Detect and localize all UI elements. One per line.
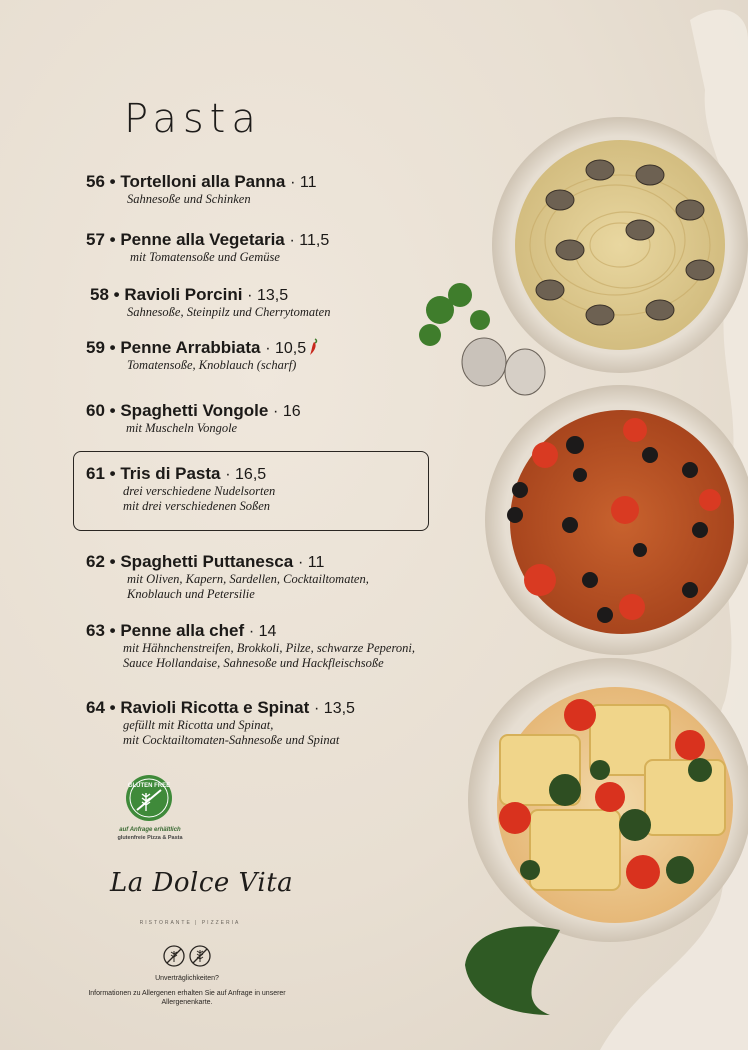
item-number: 59 (86, 338, 105, 357)
item-name: Spaghetti Vongole (120, 401, 269, 420)
item-number: 62 (86, 552, 105, 571)
item-price: 13,5 (256, 287, 289, 304)
brand-logo: La Dolce Vita (110, 868, 294, 898)
item-description: mit Oliven, Kapern, Sardellen, Cocktailtomaten, (127, 572, 369, 586)
item-description: Sahnesoße und Schinken (127, 192, 251, 206)
item-description: Sauce Hollandaise, Sahnesoße und Hackfleischsoße (123, 656, 384, 670)
item-name: Tris di Pasta (120, 464, 221, 483)
gluten-free-badge-icon (124, 773, 174, 823)
allergen-title: Unverträglichkeiten? (155, 975, 219, 982)
gluten-free-badge-text: GLUTEN FREE (127, 783, 171, 789)
item-description: gefüllt mit Ricotta und Spinat, (123, 718, 274, 732)
item-name: Penne alla Vegetaria (120, 230, 285, 249)
gluten-free-note (108, 826, 192, 842)
page-title: Pasta (124, 96, 262, 142)
item-name: Spaghetti Puttanesca (120, 552, 294, 571)
menu-item: 56 • Tortelloni alla Panna · 11 Sahnesoße und Schinken (86, 172, 317, 206)
item-description: Sahnesoße, Steinpilz und Cherrytomaten (127, 305, 331, 319)
item-number: 57 (86, 230, 105, 249)
item-description: mit Hähnchenstreifen, Brokkoli, Pilze, schwarze Peperoni, (123, 641, 415, 655)
item-description: mit Cocktailtomaten-Sahnesoße und Spinat (123, 733, 340, 747)
menu-item: 57 • Penne alla Vegetaria · 11,5 mit Tomatensoße und Gemüse (86, 230, 330, 264)
item-number: 61 (86, 464, 105, 483)
no-wheat-icon (190, 946, 210, 966)
item-name: Tortelloni alla Panna (120, 172, 286, 191)
menu-item: 59 • Penne Arrabbiata · 10,5 Tomatensoße, Knoblauch (scharf) (86, 338, 318, 373)
item-description: mit Muscheln Vongole (126, 421, 238, 435)
item-number: 63 (86, 621, 105, 640)
chili-icon (308, 338, 318, 356)
item-description: mit drei verschiedenen Soßen (123, 499, 271, 513)
gluten-free-line1: auf Anfrage erhältlich (119, 827, 181, 833)
item-number: 64 (86, 698, 105, 717)
menu-item: 64 • Ravioli Ricotta e Spinat · 13,5 gefüllt mit Ricotta und Spinat, mit Cocktailtomaten-Sahnesoße und Spinat (86, 698, 355, 747)
item-number: 56 (86, 172, 105, 191)
item-description: Knoblauch und Petersilie (127, 587, 255, 601)
no-gluten-icon (164, 946, 184, 966)
menu-item: 58 • Ravioli Porcini · 13,5 Sahnesoße, Steinpilz und Cherrytomaten (90, 285, 331, 319)
brand-subline: RISTORANTE | PIZZERIA (139, 920, 241, 926)
allergen-info: Informationen zu Allergenen erhalten Sie auf Anfrage in unserer Allergenenkarte. (88, 990, 286, 1006)
menu-item: 63 • Penne alla chef · 14 mit Hähnchenstreifen, Brokkoli, Pilze, schwarze Peperoni, Sauce Hollandaise, Sahnesoße und Hackfleischsoße (86, 621, 415, 670)
item-price: 14 (258, 623, 277, 640)
item-number: 60 (86, 401, 105, 420)
allergen-icons (162, 944, 214, 968)
item-price: 16,5 (235, 466, 267, 483)
item-description: drei verschiedene Nudelsorten (123, 484, 276, 498)
item-price: 11,5 (299, 232, 330, 249)
item-number: 58 (90, 285, 109, 304)
item-description: mit Tomatensoße und Gemüse (130, 250, 280, 264)
menu-item: 62 • Spaghetti Puttanesca · 11 mit Oliven, Kapern, Sardellen, Cocktailtomaten, Knoblauch und Petersilie (86, 552, 369, 601)
item-name: Penne Arrabbiata (120, 338, 261, 357)
item-description: Tomatensoße, Knoblauch (scharf) (127, 358, 297, 372)
item-price: 10,5 (275, 340, 307, 357)
item-name: Ravioli Porcini (124, 285, 243, 304)
menu-item: 60 • Spaghetti Vongole · 16 mit Muscheln Vongole (86, 401, 301, 435)
item-name: Penne alla chef (120, 621, 245, 640)
menu-item-highlighted: 61 • Tris di Pasta · 16,5 drei verschiedene Nudelsorten mit drei verschiedenen Soßen (86, 464, 276, 513)
item-price: 11 (299, 174, 317, 191)
item-name: Ravioli Ricotta e Spinat (120, 698, 310, 717)
item-price: 11 (307, 554, 325, 571)
gluten-free-line2: glutenfreie Pizza & Pasta (117, 835, 183, 841)
item-price: 16 (282, 403, 301, 420)
item-price: 13,5 (323, 700, 355, 717)
